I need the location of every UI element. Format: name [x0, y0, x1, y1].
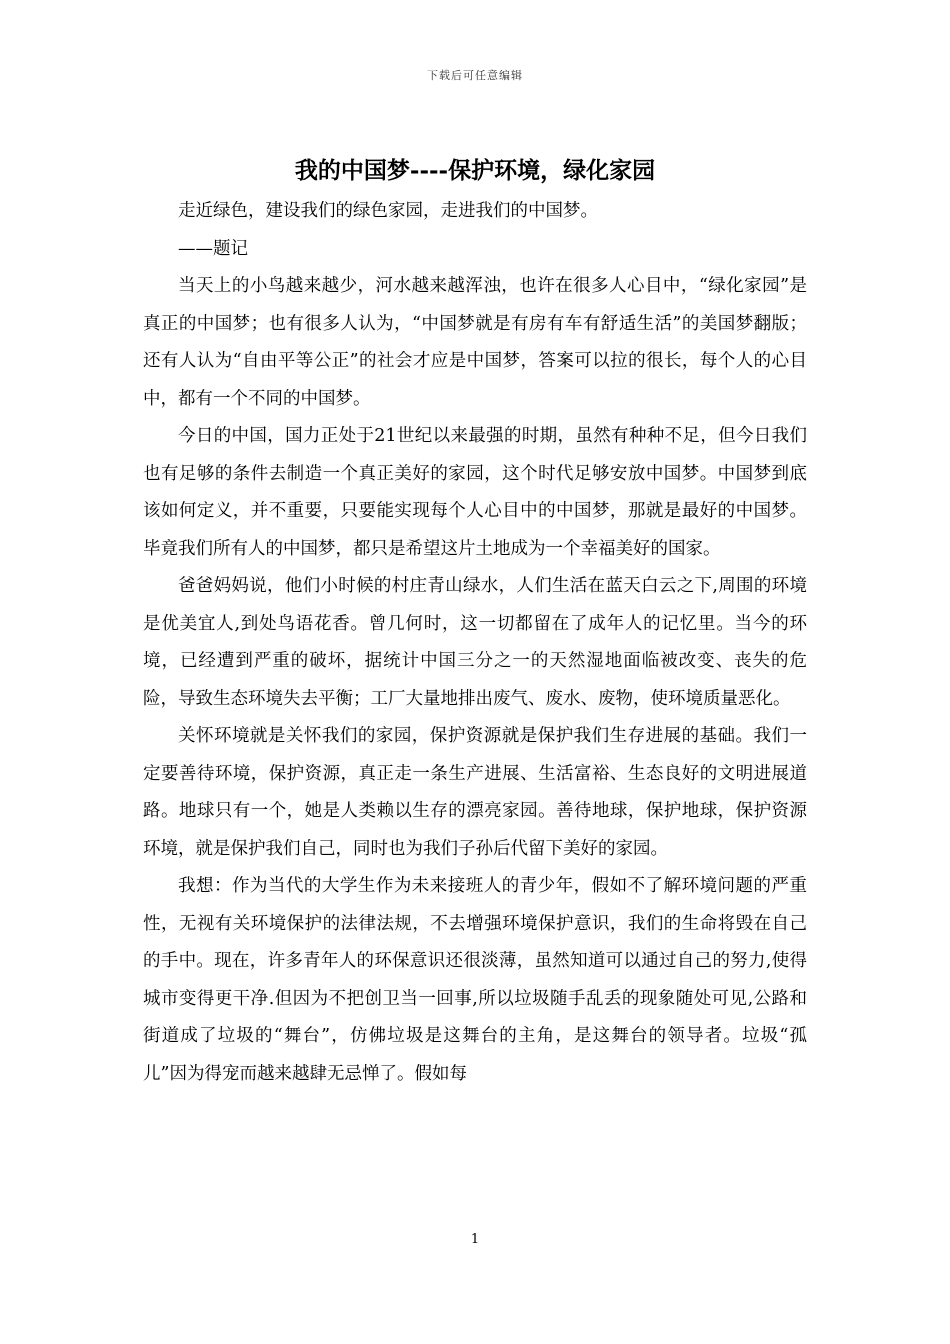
document-body: [143, 193, 807, 1093]
header-note: 下载后可任意编辑: [427, 69, 523, 82]
paragraph: 爸爸妈妈说，他们小时候的村庄青山绿水，人们生活在蓝天白云之下,周围的环境是优美宜人,到处鸟语花香。曾几何时，这一切都留在了成年人的记忆里。当今的环境，已经遭到严重的破坏，据统计中国三分之一的天然湿地面临被改变、丧失的危险，导致生态环境失去平衡；工厂大量地排出废气、废水、废物，使环境质量恶化。: [143, 576, 807, 709]
paragraph: 关怀环境就是关怀我们的家园，保护资源就是保护我们生存进展的基础。我们一定要善待环境，保护资源，真正走一条生产进展、生活富裕、生态良好的文明进展道路。地球只有一个，她是人类赖以生存的漂亮家园。善待地球，保护地球，保护资源环境，就是保护我们自己，同时也为我们子孙后代留下美好的家园。: [143, 726, 807, 859]
paragraph: 我想：作为当代的大学生作为未来接班人的青少年，假如不了解环境问题的严重性，无视有关环境保护的法律法规，不去增强环境保护意识，我们的生命将毁在自己的手中。现在，许多青年人的环保意识还很淡薄，虽然知道可以通过自己的努力,使得城市变得更干净.但因为不把创卫当一回事,所以垃圾随手乱丢的现象随处可见,公路和街道成了垃圾的“舞台”，仿佛垃圾是这舞台的主角，是这舞台的领导者。垃圾“孤儿”因为得宠而越来越肆无忌惮了。假如每: [143, 876, 807, 1084]
document-title: 我的中国梦----保护环境，绿化家园: [294, 157, 656, 184]
paragraph: 当天上的小鸟越来越少，河水越来越浑浊，也许在很多人心目中，“绿化家园”是真正的中国梦；也有很多人认为，“中国梦就是有房有车有舒适生活”的美国梦翻版；还有人认为“自由平等公正”的社会才应是中国梦，答案可以拉的很长，每个人的心目中，都有一个不同的中国梦。: [143, 276, 807, 409]
page-number: 1: [470, 1232, 480, 1247]
paragraph: 今日的中国，国力正处于21世纪以来最强的时期，虽然有种种不足，但今日我们也有足够的条件去制造一个真正美好的家园，这个时代足够安放中国梦。中国梦到底该如何定义，并不重要，只要能实现每个人心目中的中国梦，那就是最好的中国梦。毕竟我们所有人的中国梦，都只是希望这片土地成为一个幸福美好的国家。: [143, 426, 807, 559]
epigraph-attribution: ——题记: [178, 238, 248, 259]
epigraph: 走近绿色，建设我们的绿色家园，走进我们的中国梦。: [178, 201, 598, 221]
